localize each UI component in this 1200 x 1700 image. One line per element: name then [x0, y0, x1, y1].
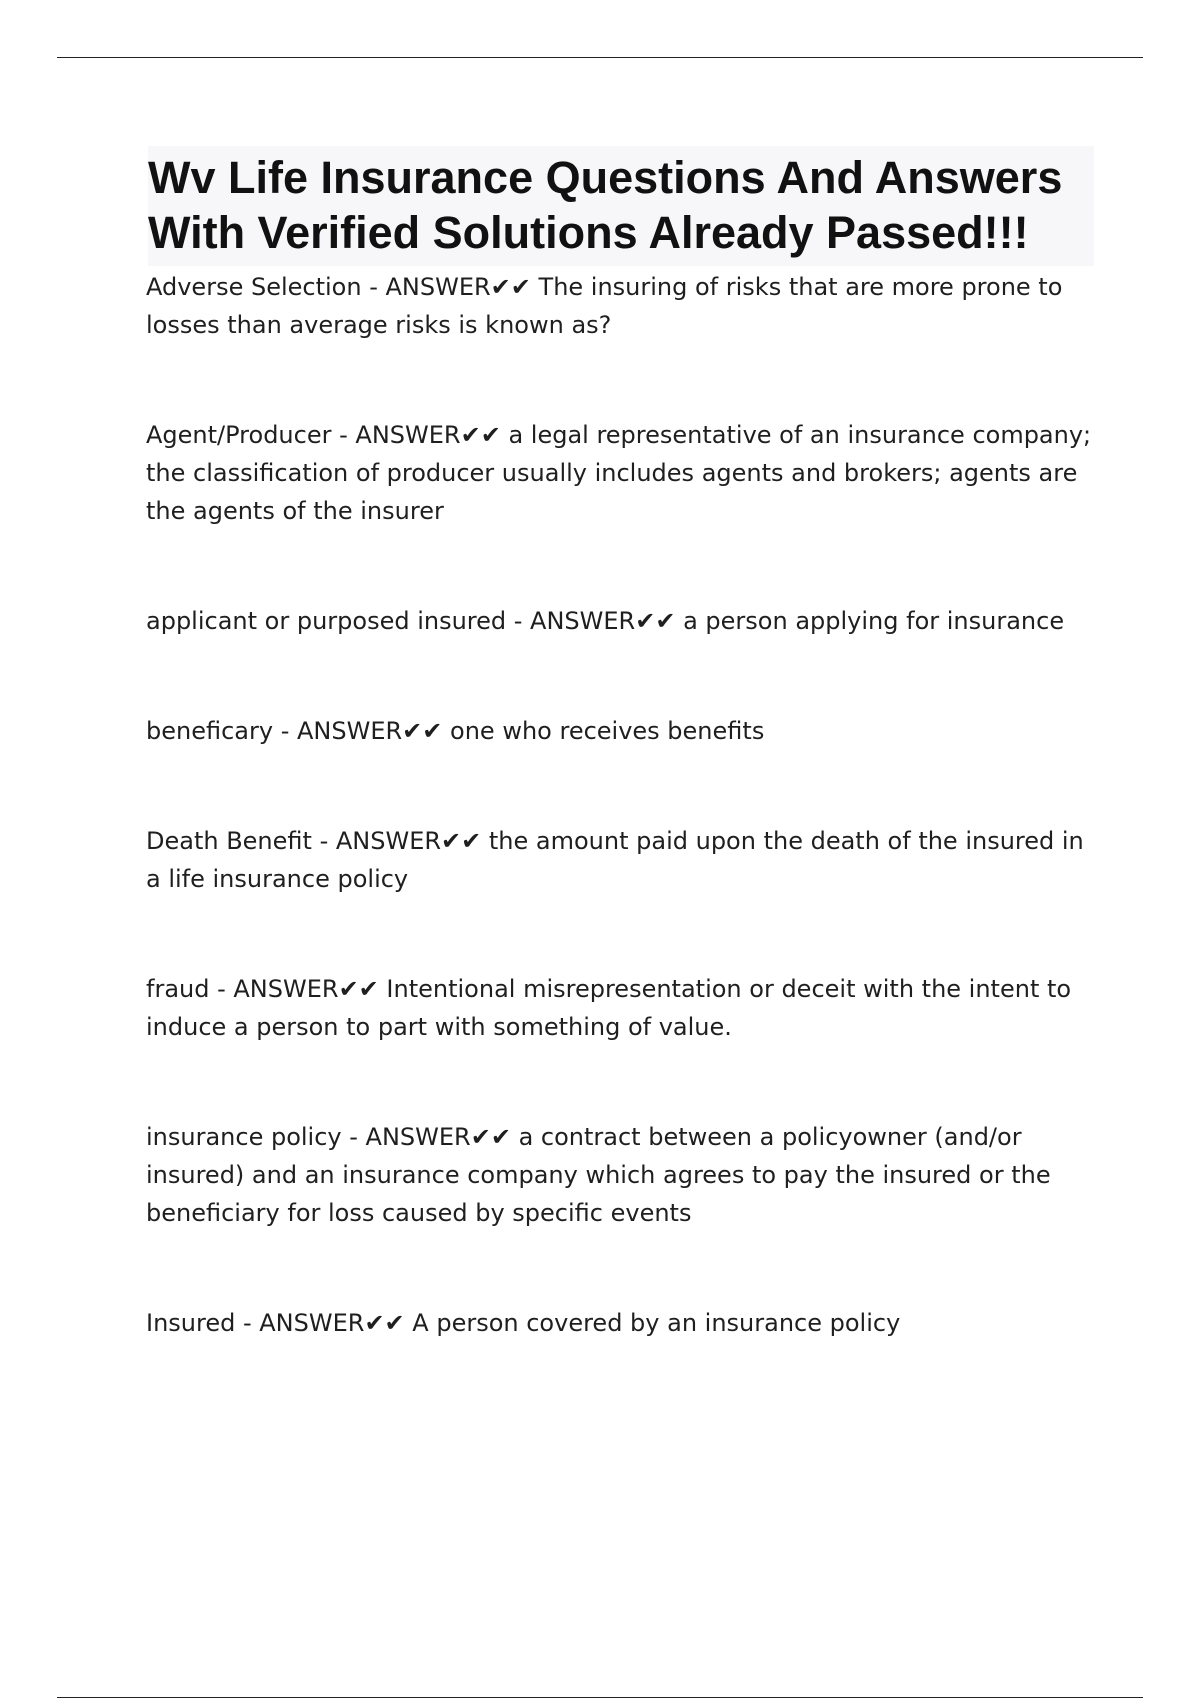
entry-answer-marker: - ANSWER✔✔: [235, 1309, 413, 1337]
entry-term: Death Benefit: [146, 827, 312, 855]
entry-definition: a legal representative of an insurance company; the classification of producer usually includes agents and brokers; agents are the agents of the insurer: [146, 421, 1092, 525]
qa-entry: [146, 822, 1094, 898]
entry-definition: A person covered by an insurance policy: [412, 1309, 901, 1337]
document-body: [146, 146, 1094, 1342]
entry-term: Agent/Producer: [146, 421, 332, 449]
entry-definition: The insuring of risks that are more prone to losses than average risks is known as?: [146, 273, 1063, 339]
entry-definition: a contract between a policyowner (and/or insured) and an insurance company which agrees to pay the insured or the beneficiary for loss caused by specific events: [146, 1123, 1051, 1227]
entry-definition: one who receives benefits: [450, 717, 765, 745]
entry-answer-marker: - ANSWER✔✔: [311, 827, 489, 855]
entry-term: insurance policy: [146, 1123, 342, 1151]
entry-term: Insured: [146, 1309, 236, 1337]
entry-term: applicant or purposed insured: [146, 607, 507, 635]
entry-definition: Intentional misrepresentation or deceit with the intent to induce a person to part with something of value.: [146, 975, 1072, 1041]
entry-definition: a person applying for insurance: [683, 607, 1065, 635]
qa-entry: [146, 1304, 1094, 1342]
qa-entry: [146, 268, 1094, 344]
entry-answer-marker: - ANSWER✔✔: [209, 975, 387, 1003]
entry-term: fraud: [146, 975, 210, 1003]
qa-list: [146, 268, 1094, 1342]
title-banner: [148, 146, 1094, 266]
entry-term: Adverse Selection: [146, 273, 362, 301]
entry-term: beneficary: [146, 717, 274, 745]
entry-definition: the amount paid upon the death of the insured in a life insurance policy: [146, 827, 1084, 893]
entry-answer-marker: - ANSWER✔✔: [341, 1123, 519, 1151]
qa-entry: [146, 602, 1094, 640]
qa-entry: [146, 970, 1094, 1046]
qa-entry: [146, 712, 1094, 750]
entry-answer-marker: - ANSWER✔✔: [361, 273, 539, 301]
entry-answer-marker: - ANSWER✔✔: [273, 717, 451, 745]
qa-entry: [146, 1118, 1094, 1232]
top-divider: [57, 57, 1143, 58]
entry-answer-marker: - ANSWER✔✔: [331, 421, 509, 449]
qa-entry: [146, 416, 1094, 530]
bottom-divider: [57, 1697, 1143, 1698]
document-title: Wv Life Insurance Questions And Answers With Verified Solutions Already Passed!!!: [148, 152, 1063, 258]
entry-answer-marker: - ANSWER✔✔: [506, 607, 684, 635]
